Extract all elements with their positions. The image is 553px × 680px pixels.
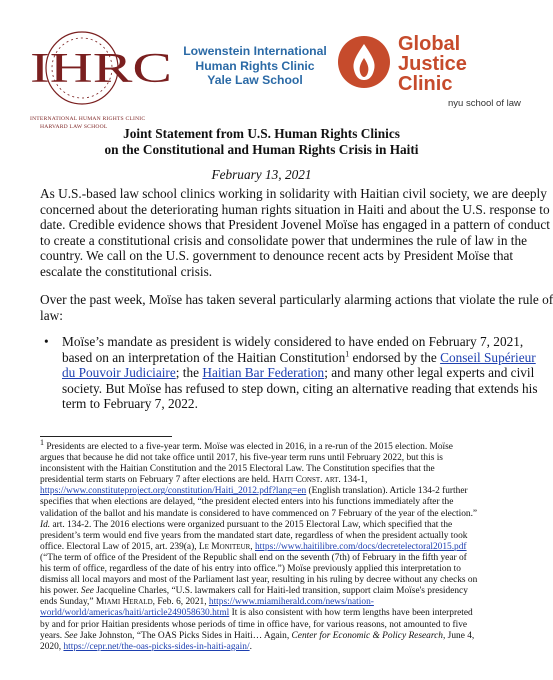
footnote-text: Jake Johnston, “The OAS Picks Sides in Haiti… Again,: [77, 630, 292, 641]
ihrc-logo: [26, 24, 176, 134]
paragraph-line: to create a constitutional crisis and consolidate power that undermines the rule of law in the: [40, 232, 528, 248]
gjc-line3: Clinic: [398, 73, 453, 95]
footnote-citation: Haiti Const. art.: [272, 475, 341, 486]
paragraph-line: concerned about the deteriorating human rights situation in Haiti and about the U.S. response to: [40, 201, 550, 217]
footnote-text: ends Sunday,”: [40, 597, 96, 608]
bullet-line: society. But Moïse has refused to step down, citing an alternative reading that extends his: [62, 380, 538, 396]
link-pouvoir-judiciaire[interactable]: du Pouvoir Judiciaire: [62, 365, 176, 380]
link-haitian-bar-federation[interactable]: Haitian Bar Federation: [202, 365, 325, 380]
bullet-line: [62, 349, 536, 366]
gjc-emblem-icon: [338, 36, 390, 88]
footnote-text: his power.: [40, 586, 81, 597]
gjc-subtitle: nyu school of law: [448, 98, 521, 109]
bullet-line: [62, 365, 535, 381]
footnote-line: [40, 486, 488, 497]
footnote-line: argues that because he did not take office until 2017, his five-year term runs until February 2022, but this is: [40, 453, 443, 464]
footnote-ref[interactable]: 1: [345, 349, 350, 359]
footnote-text: art. 134-2. The 2016 elections were organized pursuant to the 2015 Electoral Law, which specified that the: [50, 519, 453, 530]
footnote-text: , June 4,: [442, 630, 475, 641]
bullet-item: [44, 334, 538, 412]
footnote-line: his term of office, regardless of the date of his entry into office.”) Moïse previously applied this interpretation to: [40, 564, 461, 575]
footnote-see: See: [64, 630, 78, 641]
footnote-divider: [40, 436, 172, 437]
footnote-line: by and for prior Haitian presidents whose periods of time in office have, for various reasons, not amounted to five: [40, 619, 468, 630]
paragraph-line: Over the past week, Moïse has taken several particularly alarming actions that violate the rule of: [40, 292, 553, 307]
footnote-text: 2020,: [40, 641, 64, 652]
bullet-text: ; and many other legal experts and civil: [324, 365, 535, 380]
footnote-text: , Feb. 6, 2021,: [152, 597, 209, 608]
footnote-line: [40, 597, 488, 608]
bullet-text: based on an interpretation of the Haitian Constitution: [62, 349, 346, 365]
footnote-line: [40, 542, 488, 553]
footnote-line: inconsistent with the Haitian Constitution and the 2015 Electoral Law. The Constitution specifies that the: [40, 464, 435, 475]
footnote-line: [40, 586, 488, 597]
gjc-wordmark: [398, 34, 467, 94]
footnote-citation: Le Moniteur: [198, 541, 251, 552]
footnote-citation: Miami Herald: [95, 597, 153, 608]
footnote-text: (English translation). Article 134-2 further: [306, 486, 468, 497]
bullet-line: term to February 7, 2022.: [62, 396, 198, 411]
gjc-logo: [338, 32, 521, 112]
footnote-text: .: [249, 641, 252, 652]
footnote-text: office. Electoral Law of 2015, art. 239(a),: [40, 541, 199, 552]
footnote-see: See: [80, 586, 94, 597]
yale-line3: Yale Law School: [207, 73, 303, 88]
gjc-line2: Justice: [398, 53, 467, 75]
paragraph-line: date. Credible evidence shows that President Jovenel Moïse has engaged in a pattern of conduct: [40, 217, 550, 232]
yale-line1: Lowenstein International: [183, 44, 327, 58]
document-date: February 13, 2021: [211, 167, 312, 182]
footnote-text: 134-1,: [340, 475, 368, 486]
document-title-line2: on the Constitutional and Human Rights Crisis in Haiti: [104, 142, 419, 157]
link-cepr[interactable]: https://cepr.net/the-oas-picks-sides-in-haiti-again/: [63, 641, 250, 652]
ihrc-emblem-icon: [26, 24, 176, 116]
footnote-text: Presidents are elected to a five-year term. Moïse was elected in 2016, in a re-run of the 2015 election. Moïse: [44, 442, 453, 452]
footnote-line: specifies that when elections are delayed, “the president elected enters into his functions immediately after the: [40, 497, 454, 508]
paragraph-line: law:: [40, 307, 63, 323]
link-miami-herald-cont[interactable]: world/world/americas/haiti/article249058630.html: [40, 608, 230, 619]
bullet-icon: •: [44, 334, 49, 349]
footnote-line: [40, 608, 488, 619]
footnote-line: (“The term of office of the President of the Republic shall end on the seventh (7th) of February in the fifth year of: [40, 552, 467, 563]
gjc-line1: Global: [398, 33, 461, 55]
paragraph-line: escalate the constitutional crisis.: [40, 263, 213, 279]
footnote-text: It is also consistent with how term lengths have been interpreted: [229, 608, 473, 619]
paragraph-intro: [40, 186, 550, 279]
footnote-id: Id.: [40, 519, 51, 530]
footnote-line: president’s term would end five years from the mandated start date, regardless of when the president actually took: [40, 530, 468, 541]
bullet-text: ; the: [175, 365, 203, 380]
link-miami-herald[interactable]: https://www.miamiherald.com/news/nation-: [208, 597, 374, 608]
link-conseil-superieur[interactable]: Conseil Supérieur: [440, 349, 536, 365]
yale-clinic-logo: [172, 44, 338, 88]
document-title-line1: Joint Statement from U.S. Human Rights Clinics: [123, 126, 400, 141]
footnote-line: validation of the ballot and his mandate is considered to have commenced on 7 February of the year of the election.”: [40, 508, 478, 519]
paragraph-line: country. We call on the U.S. government to denounce recent acts by President Moïse that: [40, 248, 514, 263]
ihrc-wordmark: IHRC: [30, 46, 172, 92]
footnote-line: [40, 520, 488, 531]
footnote-line: [40, 475, 488, 486]
footnote-text: years.: [40, 630, 65, 641]
footnote-line: [40, 437, 488, 453]
paragraph-actions: [40, 292, 553, 323]
footnote-citation: Center for Economic & Policy Research: [291, 630, 443, 641]
ihrc-line2: HARVARD LAW SCHOOL: [40, 124, 108, 130]
paragraph-line: As U.S.-based law school clinics working in solidarity with Haitian civil society, we are deeply: [40, 186, 547, 201]
bullet-line: Moïse’s mandate as president is widely considered to have ended on February 7, 2021,: [62, 334, 524, 349]
footnote-text: Jacqueline Charles, “U.S. lawmakers call for Haiti-led transition, support claim Moïse's presidency: [93, 586, 468, 597]
bullet-text: endorsed by the: [349, 349, 441, 365]
footnote: [40, 437, 488, 653]
footnote-number: 1: [40, 437, 44, 447]
footnote-text: ,: [250, 541, 255, 552]
link-constitute-project[interactable]: https://www.constituteproject.org/constitution/Haiti_2012.pdf?lang=en: [40, 486, 307, 497]
footnote-line: dismiss all local mayors and most of the Parliament last year, resulting in his ruling by decree without any checks on: [40, 575, 478, 586]
link-haitilibre[interactable]: https://www.haitilibre.com/docs/decretelectoral2015.pdf: [254, 541, 467, 552]
footnote-text: presidential term starts on February 7 after elections are held.: [40, 475, 273, 486]
footnote-line: [40, 642, 488, 653]
ihrc-line1: INTERNATIONAL HUMAN RIGHTS CLINIC: [30, 116, 146, 122]
footnote-line: [40, 631, 488, 642]
yale-line2: Human Rights Clinic: [195, 58, 315, 73]
